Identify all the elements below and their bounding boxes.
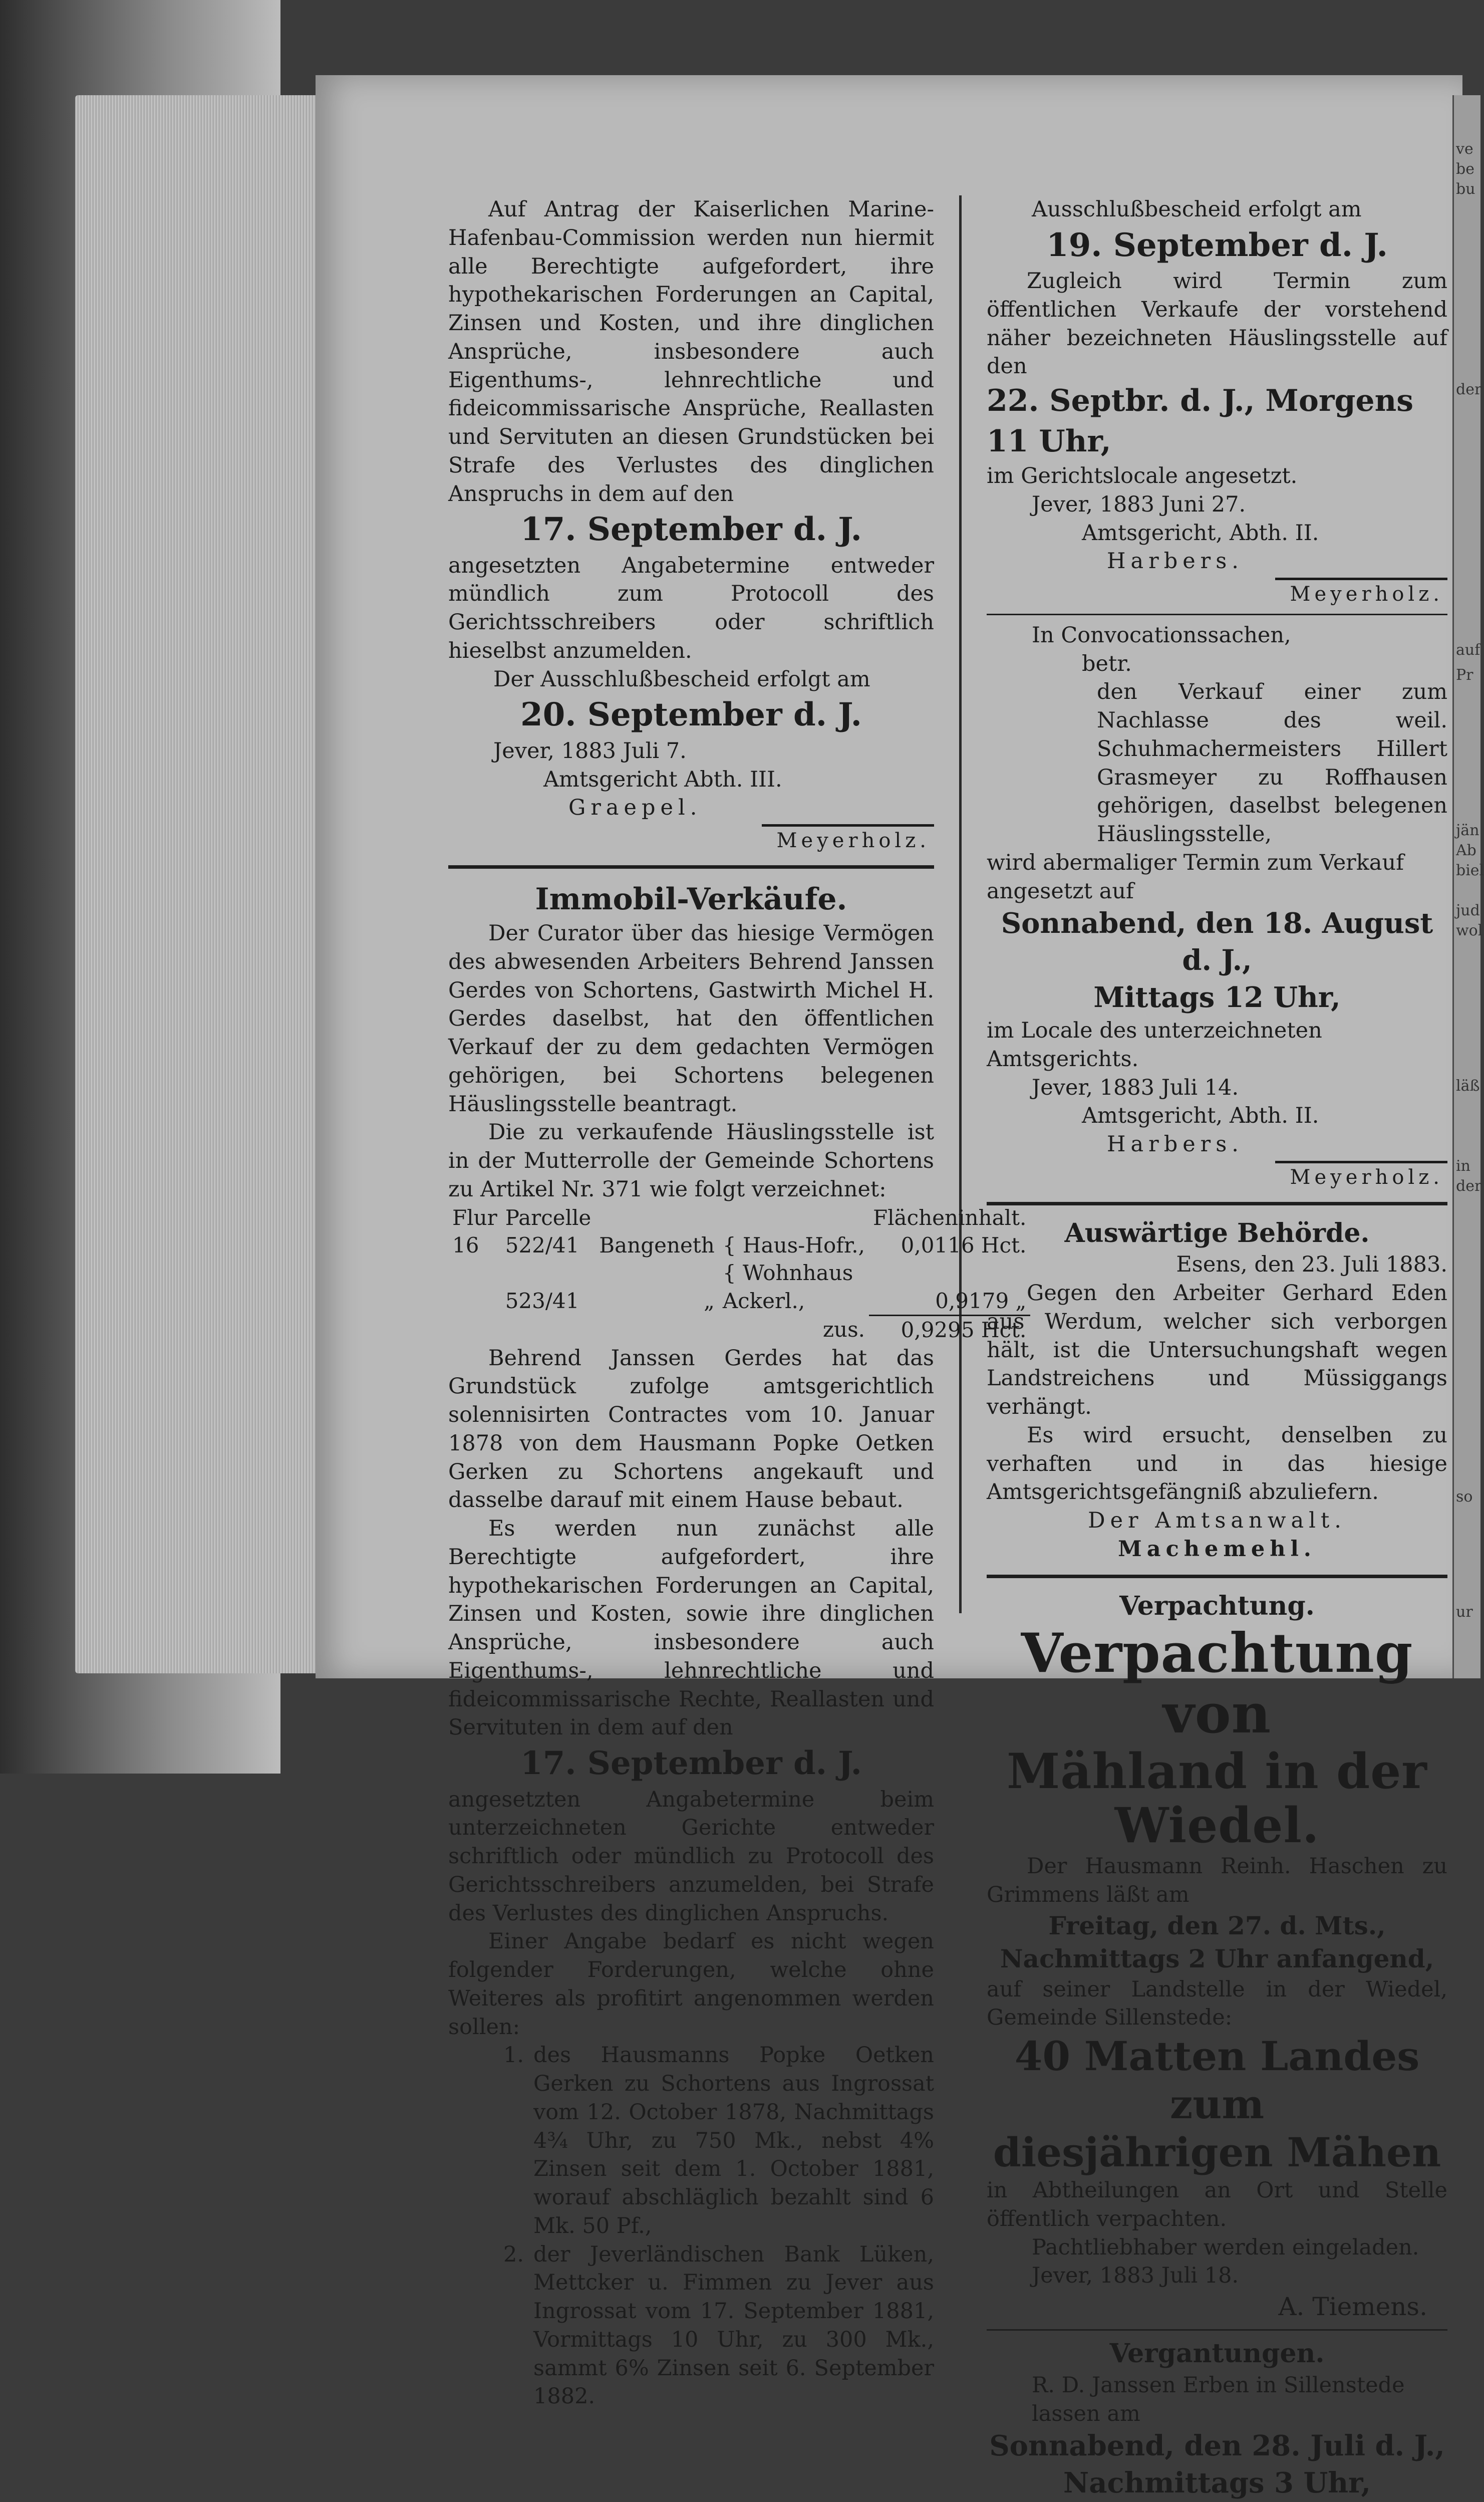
judge-name: Harbers.	[1107, 1132, 1244, 1157]
section-rule	[987, 614, 1447, 615]
court-name: Amtsgericht, Abth. II.	[1082, 520, 1319, 546]
edge-text: auf	[1456, 641, 1480, 659]
table-cell: 0,9179 „	[869, 1287, 1030, 1316]
edge-text: Ab	[1456, 842, 1476, 859]
column-divider	[959, 195, 962, 1613]
notice-date: Sonnabend, den 28. Juli d. J.,	[989, 2429, 1445, 2463]
notice-date: Freitag, den 27. d. Mts.,	[1048, 1910, 1386, 1940]
notice-date: 17. September d. J.	[520, 1744, 862, 1783]
clerk-signature-row	[987, 578, 1447, 608]
table-header: Parcelle	[505, 1205, 591, 1230]
notice-paragraph: Der Hausmann Reinh. Haschen zu Grimmens läßt am	[987, 1854, 1447, 1907]
notice-paragraph: Gegen den Arbeiter Gerhard Eden aus Werdum, welcher sich verborgen hält, ist die Untersuchungshaft wegen Landstreichens und Müssiggangs verhängt.	[987, 1281, 1447, 1420]
notice-paragraph: betr.	[1082, 651, 1132, 676]
notice-paragraph: R. D. Janssen Erben in Sillenstede lassen am	[1032, 2372, 1405, 2426]
table-cell: Bangeneth	[599, 1232, 715, 1258]
table-row	[448, 1287, 1030, 1316]
table-cell: { Wohnhaus	[722, 1261, 853, 1286]
table-header-row	[448, 1204, 1030, 1231]
notice-paragraph: Pachtliebhaber werden eingeladen.	[1032, 2234, 1419, 2260]
notice-paragraph: Auf Antrag der Kaiserlichen Marine-Hafenbau-Commission werden nun hiermit alle Berechtigte aufgefordert, ihre hypothekarischen Forderungen an Capital, Zinsen und Kosten, und ihre dinglichen Ansprüche, insbesondere auch Eigenthums-, lehnrechtliche und fideicommissarische Ansprüche, Reallasten und Servituten an diesen Grundstücken bei Strafe des Verlustes des dinglichen Anspruchs in dem auf den	[448, 197, 934, 507]
notice-paragraph: angesetzten Angabetermine entweder mündlich zum Protocoll des Gerichtsschreibers oder schriftlich hieselbst anzumelden.	[448, 553, 934, 663]
edge-text: jud	[1456, 902, 1480, 919]
table-row	[448, 1259, 1030, 1287]
court-name: Amtsgericht Abth. III.	[543, 767, 782, 792]
edge-text: Pr	[1456, 666, 1473, 684]
edge-text: läß	[1456, 1077, 1480, 1095]
table-cell: 523/41	[505, 1288, 579, 1313]
notice-paragraph: Einer Angabe bedarf es nicht wegen folgender Forderungen, welche ohne Weiteres als profitirt angenommen werden sollen:	[448, 1929, 934, 2040]
table-cell: { Haus-Hofr.,	[722, 1232, 865, 1258]
clerk-signature-row	[448, 824, 934, 854]
advert-highlight: diesjährigen Mähen	[993, 2129, 1441, 2176]
notice-paragraph: im Gerichtslocale angesetzt.	[987, 463, 1298, 489]
parcel-table	[448, 1204, 1030, 1344]
notice-date: 20. September d. J.	[520, 696, 862, 734]
edge-text: ve	[1456, 140, 1473, 158]
notice-paragraph: den Verkauf einer zum Nachlasse des weil. Schuhmachermeisters Hillert Grasmeyer zu Roffhausen gehörigen, daselbst belegenen Häuslingsstelle,	[1097, 679, 1447, 847]
notice-time: Nachmittags 3 Uhr,	[1063, 2466, 1371, 2500]
edge-text: ur	[1456, 1603, 1473, 1621]
list-number: 2.	[503, 2241, 524, 2267]
notice-paragraph: Der Ausschlußbescheid erfolgt am	[493, 666, 870, 692]
table-row	[448, 1316, 1030, 1344]
edge-text: so	[1456, 1488, 1473, 1506]
edge-text: biel	[1456, 862, 1484, 879]
notice-paragraph: Ausschlußbescheid erfolgt am	[1032, 197, 1362, 222]
section-heading: Immobil-Verkäufe.	[535, 881, 847, 917]
list-item	[503, 2240, 934, 2411]
table-row	[448, 1231, 1030, 1259]
section-rule	[987, 1202, 1447, 1205]
page-stack-edge	[75, 95, 321, 1673]
notice-place-date: Jever, 1883 Juli 18.	[1032, 2263, 1239, 2289]
notice-paragraph: angesetzten Angabetermine beim unterzeichneten Gerichte entweder schriftlich oder mündlich zu Protocoll des Gerichtsschreibers anzumelden, bei Strafe des Verlustes des dinglichen Anspruchs.	[448, 1787, 934, 1926]
section-heading: Vergantungen.	[1109, 2338, 1325, 2369]
table-cell: zus.	[822, 1317, 865, 1342]
notice-paragraph: wird abermaliger Termin zum Verkauf angesetzt auf	[987, 850, 1404, 904]
notice-paragraph: In Convocationssachen,	[1032, 622, 1291, 648]
section-rule	[987, 2329, 1447, 2331]
advert-highlight: 40 Matten Landes zum	[1014, 2033, 1420, 2128]
section-rule	[987, 1575, 1447, 1578]
edge-text: in	[1456, 1157, 1470, 1175]
notice-paragraph: Zugleich wird Termin zum öffentlichen Verkaufe der vorstehend näher bezeichneten Häuslingsstelle auf den	[987, 269, 1447, 379]
edge-text: der	[1456, 1177, 1482, 1195]
signature: Machemehl.	[1118, 1536, 1316, 1562]
claims-list	[448, 2041, 934, 2411]
notice-date: 19. September d. J.	[1046, 226, 1388, 264]
notice-date: 17. September d. J.	[520, 511, 862, 549]
left-column	[448, 120, 1027, 2411]
section-rule	[448, 865, 934, 869]
clerk-signature-row	[987, 1161, 1447, 1191]
notice-time: Mittags 12 Uhr,	[1093, 981, 1341, 1015]
section-heading: Auswärtige Behörde.	[1064, 1217, 1370, 1248]
clerk-name: Meyerholz.	[1275, 578, 1447, 608]
list-item	[503, 2041, 934, 2240]
edge-text: be	[1456, 160, 1474, 178]
edge-text: jän	[1456, 822, 1479, 839]
notice-date: Sonnabend, den 18. August d. J.,	[1001, 907, 1433, 977]
court-name: Amtsgericht, Abth. II.	[1082, 1103, 1319, 1129]
edge-text: bu	[1456, 180, 1475, 198]
table-header: Flur	[452, 1205, 497, 1230]
table-cell: 0,9295 Hct.	[901, 1318, 1027, 1343]
notice-place-date: Jever, 1883 Juli 7.	[493, 738, 687, 764]
notice-date: 22. Septbr. d. J., Morgens 11 Uhr,	[987, 383, 1413, 459]
notice-paragraph: im Locale des unterzeichneten Amtsgerichts.	[987, 1018, 1322, 1072]
notice-place-date: Jever, 1883 Juni 27.	[1032, 491, 1246, 517]
table-cell: 0,0116 Hct.	[901, 1232, 1027, 1258]
list-number: 1.	[503, 2043, 524, 2068]
judge-name: Graepel.	[568, 795, 702, 821]
signature: A. Tiemens.	[1278, 2292, 1427, 2322]
advert-title: Verpachtung von	[1021, 1622, 1413, 1746]
notice-place-date: Esens, den 23. Juli 1883.	[1176, 1252, 1447, 1278]
notice-time: Nachmittags 2 Uhr anfangend,	[1000, 1943, 1434, 1973]
table-cell: 16	[452, 1232, 479, 1258]
notice-paragraph: Die zu verkaufende Häuslingsstelle ist in der Mutterrolle der Gemeinde Schortens zu Artikel Nr. 371 wie folgt verzeichnet:	[448, 1120, 934, 1202]
notice-paragraph: Behrend Janssen Gerdes hat das Grundstück zufolge amtsgerichtlich solennisirten Contractes vom 10. Januar 1878 von dem Hausmann Popke Oetken Gerken zu Schortens angekauft und dasselbe darauf mit einem Hause bebaut.	[448, 1345, 934, 1513]
list-text: des Hausmanns Popke Oetken Gerken zu Schortens aus Ingrossat vom 12. October 1878, Nachmittags 4¾ Uhr, zu 750 Mk., nebst 4% Zinsen seit dem 1. October 1881, worauf abschläglich bezahlt sind 6 Mk. 50 Pf.,	[533, 2043, 934, 2238]
section-heading: Verpachtung.	[1119, 1590, 1315, 1621]
table-cell: 522/41	[505, 1232, 579, 1258]
notice-paragraph: in Abtheilungen an Ort und Stelle öffentlich verpachten.	[987, 2178, 1447, 2231]
next-page-fragment	[1452, 95, 1484, 1678]
table-cell: „	[704, 1288, 715, 1313]
advert-title: Mähland in der Wiedel.	[1007, 1743, 1427, 1854]
list-text: der Jeverländischen Bank Lüken, Mettcker u. Fimmen zu Jever aus Ingrossat vom 17. September 1881, Vormittags 10 Uhr, zu 300 Mk., sammt 6% Zinsen seit 6. September 1882.	[533, 2241, 934, 2409]
notice-paragraph: Der Curator über das hiesige Vermögen des abwesenden Arbeiters Behrend Janssen Gerdes von Schortens, Gastwirth Michel H. Gerdes daselbst, hat den öffentlichen Verkauf der zu dem gedachten Vermögen gehörigen, bei Schortens belegenen Häuslingsstelle beantragt.	[448, 921, 934, 1117]
edge-text: der	[1456, 381, 1482, 398]
table-header: Flächeninhalt.	[872, 1205, 1027, 1230]
notice-place-date: Jever, 1883 Juli 14.	[1032, 1075, 1239, 1100]
signature: Der Amtsanwalt.	[1088, 1508, 1346, 1534]
clerk-name: Meyerholz.	[1275, 1161, 1447, 1191]
right-column	[987, 120, 1447, 2502]
notice-paragraph: Es wird ersucht, denselben zu verhaften und in das hiesige Amtsgerichtsgefängniß abzuliefern.	[987, 1422, 1447, 1505]
edge-text: wol	[1456, 922, 1483, 939]
clerk-name: Meyerholz.	[762, 824, 934, 854]
table-cell: Ackerl.,	[722, 1288, 805, 1313]
notice-paragraph: Es werden nun zunächst alle Berechtigte aufgefordert, ihre hypothekarischen Forderungen an Capital, Zinsen und Kosten, sowie ihre dinglichen Ansprüche, insbesondere auch Eigenthums-, lehnrechtliche und fideicommissarische Rechte, Reallasten und Servituten in dem auf den	[448, 1516, 934, 1740]
judge-name: Harbers.	[1107, 549, 1244, 574]
notice-paragraph: auf seiner Landstelle in der Wiedel, Gemeinde Sillenstede:	[987, 1976, 1447, 2031]
